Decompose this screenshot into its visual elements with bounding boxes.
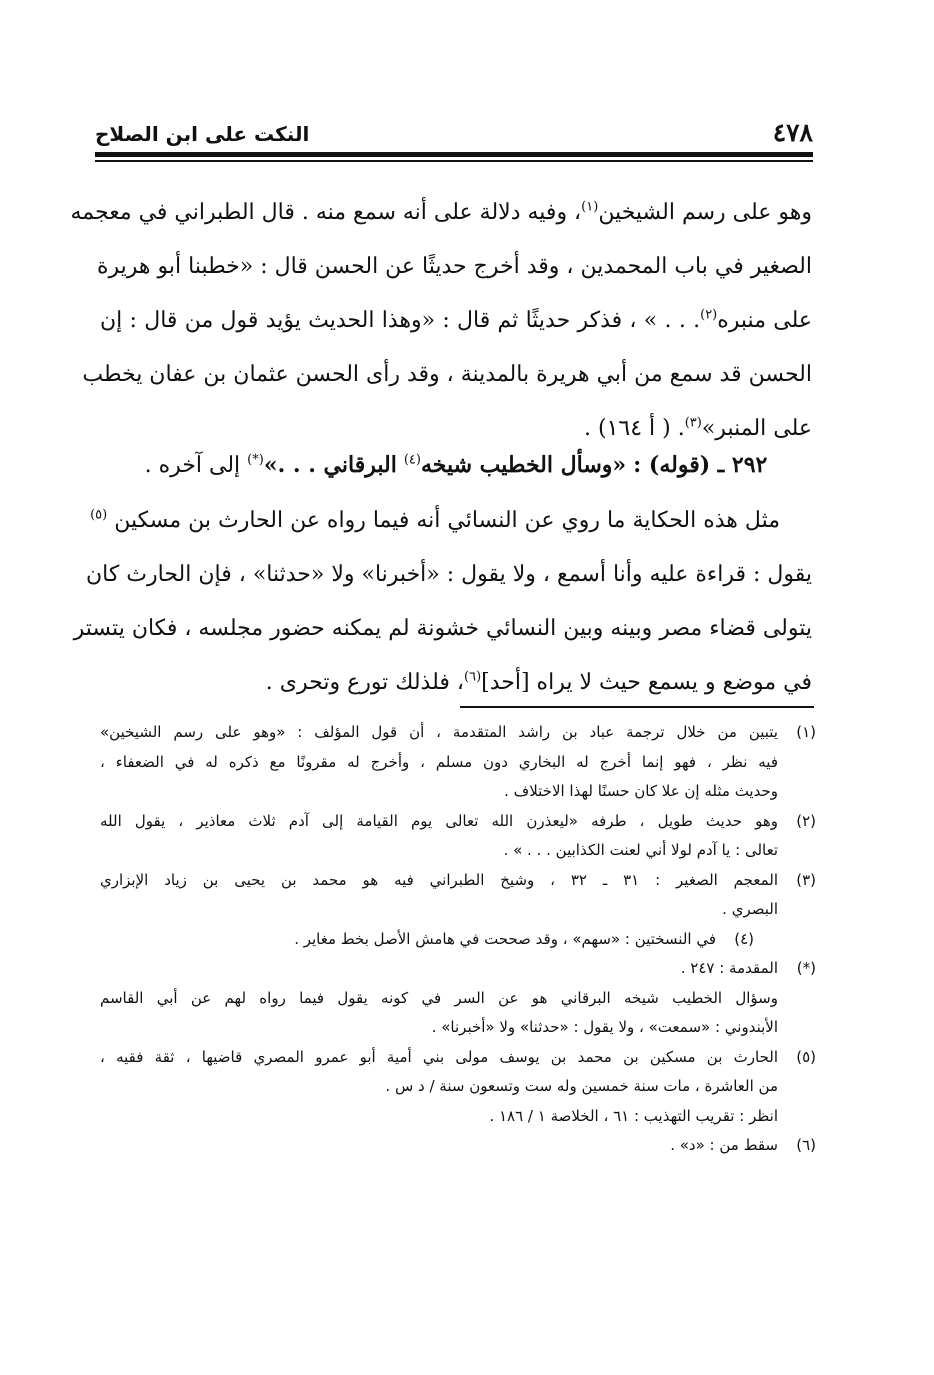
footnote-4: (٤)في النسختين : «سهم» ، وقد صححت في هامش الأصل بخط مغاير .: [294, 929, 754, 948]
section-heading: ٢٩٢ ـ (قوله) : «وسأل الخطيب شيخه$^{(٤)}$ البرقاني . . .»(*) إلى آخره .: [144, 452, 768, 478]
text-line: على منبره$^{(٢)}$. . . » ، فذكر حديثًا ثم قال : «وهذا الحديث يؤيد قول من قال : إن: [100, 307, 813, 333]
text-line: على المنبر»$^{(٣)}$. ( أ ١٦٤) .: [584, 415, 812, 441]
footnote-line: وحديث مثله إن علا كان حسنًا لهذا الاختلاف .: [504, 782, 778, 800]
footnote-3: (٣)المعجم الصغير : ٣١ ـ ٣٢ ، وشيخ الطبراني فيه هو محمد بن يحيى بن زياد الإبزاري: [100, 870, 816, 889]
footnote-ref: (٥): [90, 507, 108, 523]
footnote-ref: (٤): [403, 452, 421, 468]
footnote-6: (٦)سقط من : «د» .: [670, 1136, 816, 1154]
text-line: مثل هذه الحكاية ما روي عن النسائي أنه فيما رواه عن الحارث بن مسكين $^{(٥)}$: [90, 507, 780, 533]
footnote-ref: (*): [247, 452, 264, 468]
page-number: ٤٧٨: [772, 118, 813, 147]
header-rule-thick: [95, 152, 813, 157]
text-line: الصغير في باب المحمدين ، وقد أخرج حديثًا عن الحسن قال : «خطبنا أبو هريرة: [97, 254, 812, 279]
footnote-ref: (٦): [464, 669, 482, 685]
footnote-line: فيه نظر ، فهو إنما أخرج له البخاري دون مسلم ، وأخرج له مقرونًا مع ذكره له في الضعفاء ،: [100, 752, 778, 771]
header-rule-thin: [95, 160, 813, 162]
heading-number: ٢٩٢ ـ (قوله) :: [633, 452, 768, 478]
footnote-line: تعالى : يا آدم لولا أني لعنت الكذابين . . . » .: [503, 841, 778, 859]
footnote-star: (*)المقدمة : ٢٤٧ .: [680, 959, 816, 977]
footnote-5: (٥)الحارث بن مسكين بن محمد بن يوسف مولى بني أمية أبو عمرو المصري قاضيها ، ثقة فقيه ،: [100, 1047, 816, 1066]
text-line: الحسن قد سمع من أبي هريرة بالمدينة ، وقد رأى الحسن عثمان بن عفان يخطب: [82, 362, 812, 387]
footnote-line: انظر : تقريب التهذيب : ٦١ ، الخلاصة ١ / ١٨٦ .: [489, 1106, 778, 1125]
text-line: وهو على رسم الشيخين$^{(١)}$، وفيه دلالة على أنه سمع منه . قال الطبراني في معجمه: [70, 199, 812, 225]
footnote-line: البصري .: [722, 900, 778, 918]
running-title: النكت على ابن الصلاح: [95, 122, 310, 146]
footnote-1: (١)يتبين من خلال ترجمة عباد بن راشد المتقدمة ، أن قول المؤلف : «وهو على رسم الشيخين»: [100, 723, 816, 741]
page-header: [95, 118, 813, 154]
paragraph-2: [73, 494, 812, 710]
footnote-line: وسؤال الخطيب شيخه البرقاني هو عن السر في كونه يقول فيما رواه لهم عن أبي القاسم: [100, 988, 778, 1007]
text-line: في موضع و يسمع حيث لا يراه [أحد]$^{(٦)}$، فلذلك تورع وتحرى .: [265, 669, 812, 695]
footnote-line: الأبندوني : «سمعت» ، ولا يقول : «حدثنا» ولا «أخبرنا» .: [431, 1018, 778, 1036]
footnote-ref: (٣): [684, 415, 702, 431]
footnote-ref: (١): [581, 199, 599, 215]
text-line: يقول : قراءة عليه وأنا أسمع ، ولا يقول : «أخبرنا» ولا «حدثنا» ، فإن الحارث كان: [85, 562, 812, 587]
footnotes: [100, 718, 816, 1161]
paragraph-1: [70, 186, 813, 456]
footnote-line: من العاشرة ، مات سنة خمسين وله ست وتسعون سنة / د س .: [385, 1077, 778, 1095]
text-line: يتولى قضاء مصر وبينه وبين النسائي خشونة لم يمكنه حضور مجلسه ، فكان يتستر: [73, 616, 812, 641]
footnote-separator: [460, 706, 814, 708]
footnote-ref: (٢): [700, 307, 718, 323]
footnote-2: (٢)وهو حديث طويل ، طرفه «ليعذرن الله تعالى يوم القيامة إلى آدم ثلاث معاذير ، يقول الله: [100, 811, 816, 830]
